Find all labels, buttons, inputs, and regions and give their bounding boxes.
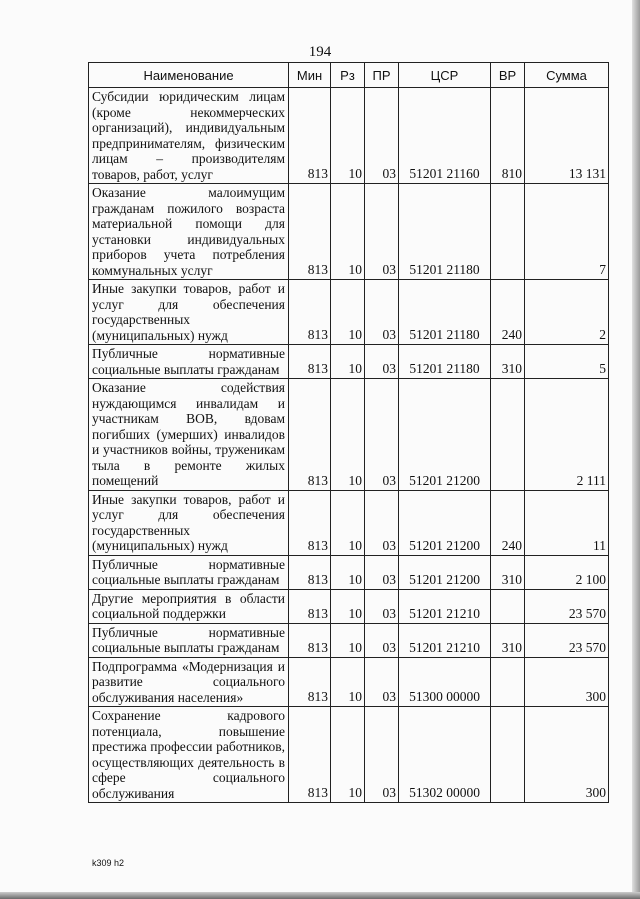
table-row: [89, 589, 609, 623]
row-sum: 2 100: [525, 555, 609, 589]
row-min: 813: [289, 345, 331, 379]
row-sum: 23 570: [525, 589, 609, 623]
row-sum: 23 570: [525, 623, 609, 657]
row-name: Публичные нормативные социальные выплаты гражданам: [89, 623, 289, 657]
row-sum: 2: [525, 280, 609, 345]
page-number: 194: [308, 44, 332, 60]
table-header-row: [89, 63, 609, 88]
row-pr: 03: [365, 184, 399, 280]
row-name: Публичные нормативные социальные выплаты гражданам: [89, 555, 289, 589]
table-row: [89, 345, 609, 379]
row-min: 813: [289, 280, 331, 345]
row-csr: 51201 21180: [399, 280, 491, 345]
row-name: Иные закупки товаров, работ и услуг для обеспечения государственных (муниципальных) нужд: [89, 280, 289, 345]
row-min: 813: [289, 589, 331, 623]
row-csr: 51201 21210: [399, 589, 491, 623]
row-csr: 51201 21180: [399, 184, 491, 280]
header-rz: Рз: [331, 63, 365, 88]
row-min: 813: [289, 657, 331, 707]
row-vr: 810: [491, 88, 525, 184]
header-sum: Сумма: [525, 63, 609, 88]
header-vr: ВР: [491, 63, 525, 88]
table-row: [89, 280, 609, 345]
header-pr: ПР: [365, 63, 399, 88]
header-csr: ЦСР: [399, 63, 491, 88]
row-vr: [491, 184, 525, 280]
row-min: 813: [289, 490, 331, 555]
row-pr: 03: [365, 657, 399, 707]
row-pr: 03: [365, 280, 399, 345]
table-row: [89, 707, 609, 803]
budget-table: [88, 62, 609, 803]
row-name: Оказание содействия нуждающимся инвалидам и участникам ВОВ, вдовам погибших (умерших) инвалидов и участников войны, труженикам тыла в ремонте жилых помещений: [89, 379, 289, 491]
row-pr: 03: [365, 88, 399, 184]
footer-code: k309 h2: [92, 858, 125, 868]
row-csr: 51201 21200: [399, 555, 491, 589]
row-rz: 10: [331, 623, 365, 657]
table-row: [89, 555, 609, 589]
row-sum: 5: [525, 345, 609, 379]
table-row: [89, 623, 609, 657]
table-row: [89, 379, 609, 491]
table-row: [89, 88, 609, 184]
header-name: Наименование: [89, 63, 289, 88]
row-csr: 51201 21200: [399, 379, 491, 491]
row-name: Публичные нормативные социальные выплаты гражданам: [89, 345, 289, 379]
row-csr: 51201 21200: [399, 490, 491, 555]
row-rz: 10: [331, 345, 365, 379]
row-min: 813: [289, 623, 331, 657]
row-pr: 03: [365, 379, 399, 491]
row-vr: 240: [491, 280, 525, 345]
row-pr: 03: [365, 490, 399, 555]
row-pr: 03: [365, 345, 399, 379]
row-rz: 10: [331, 184, 365, 280]
row-pr: 03: [365, 707, 399, 803]
row-sum: 2 111: [525, 379, 609, 491]
row-rz: 10: [331, 555, 365, 589]
row-rz: 10: [331, 657, 365, 707]
row-vr: [491, 379, 525, 491]
row-rz: 10: [331, 707, 365, 803]
row-name: Иные закупки товаров, работ и услуг для обеспечения государственных (муниципальных) нужд: [89, 490, 289, 555]
header-min: Мин: [289, 63, 331, 88]
row-vr: [491, 657, 525, 707]
row-pr: 03: [365, 623, 399, 657]
row-pr: 03: [365, 589, 399, 623]
row-pr: 03: [365, 555, 399, 589]
row-rz: 10: [331, 490, 365, 555]
row-csr: 51201 21160: [399, 88, 491, 184]
row-vr: 310: [491, 345, 525, 379]
row-name: Сохранение кадрового потенциала, повышение престижа профессии работников, осуществляющих деятельность в сфере социального обслуживания: [89, 707, 289, 803]
row-vr: 240: [491, 490, 525, 555]
row-min: 813: [289, 707, 331, 803]
table-row: [89, 490, 609, 555]
scan-bottom-shadow: [0, 892, 640, 899]
row-min: 813: [289, 555, 331, 589]
row-min: 813: [289, 379, 331, 491]
row-min: 813: [289, 88, 331, 184]
row-vr: [491, 589, 525, 623]
row-name: Оказание малоимущим гражданам пожилого возраста материальной помощи для установки индивидуальных приборов учета потребления коммунальных услуг: [89, 184, 289, 280]
row-csr: 51302 00000: [399, 707, 491, 803]
row-sum: 300: [525, 657, 609, 707]
row-csr: 51300 00000: [399, 657, 491, 707]
row-sum: 7: [525, 184, 609, 280]
row-vr: 310: [491, 555, 525, 589]
row-min: 813: [289, 184, 331, 280]
row-sum: 13 131: [525, 88, 609, 184]
row-vr: 310: [491, 623, 525, 657]
row-sum: 11: [525, 490, 609, 555]
row-name: Подпрограмма «Модернизация и развитие социального обслуживания населения»: [89, 657, 289, 707]
row-rz: 10: [331, 280, 365, 345]
row-rz: 10: [331, 88, 365, 184]
row-csr: 51201 21210: [399, 623, 491, 657]
row-vr: [491, 707, 525, 803]
table-row: [89, 184, 609, 280]
row-csr: 51201 21180: [399, 345, 491, 379]
row-rz: 10: [331, 379, 365, 491]
table-row: [89, 657, 609, 707]
scan-edge-shadow: [632, 0, 640, 899]
row-name: Другие мероприятия в области социальной поддержки: [89, 589, 289, 623]
row-rz: 10: [331, 589, 365, 623]
row-sum: 300: [525, 707, 609, 803]
row-name: Субсидии юридическим лицам (кроме некоммерческих организаций), индивидуальным предпринимателям, физическим лицам – производителям товаров, работ, услуг: [89, 88, 289, 184]
